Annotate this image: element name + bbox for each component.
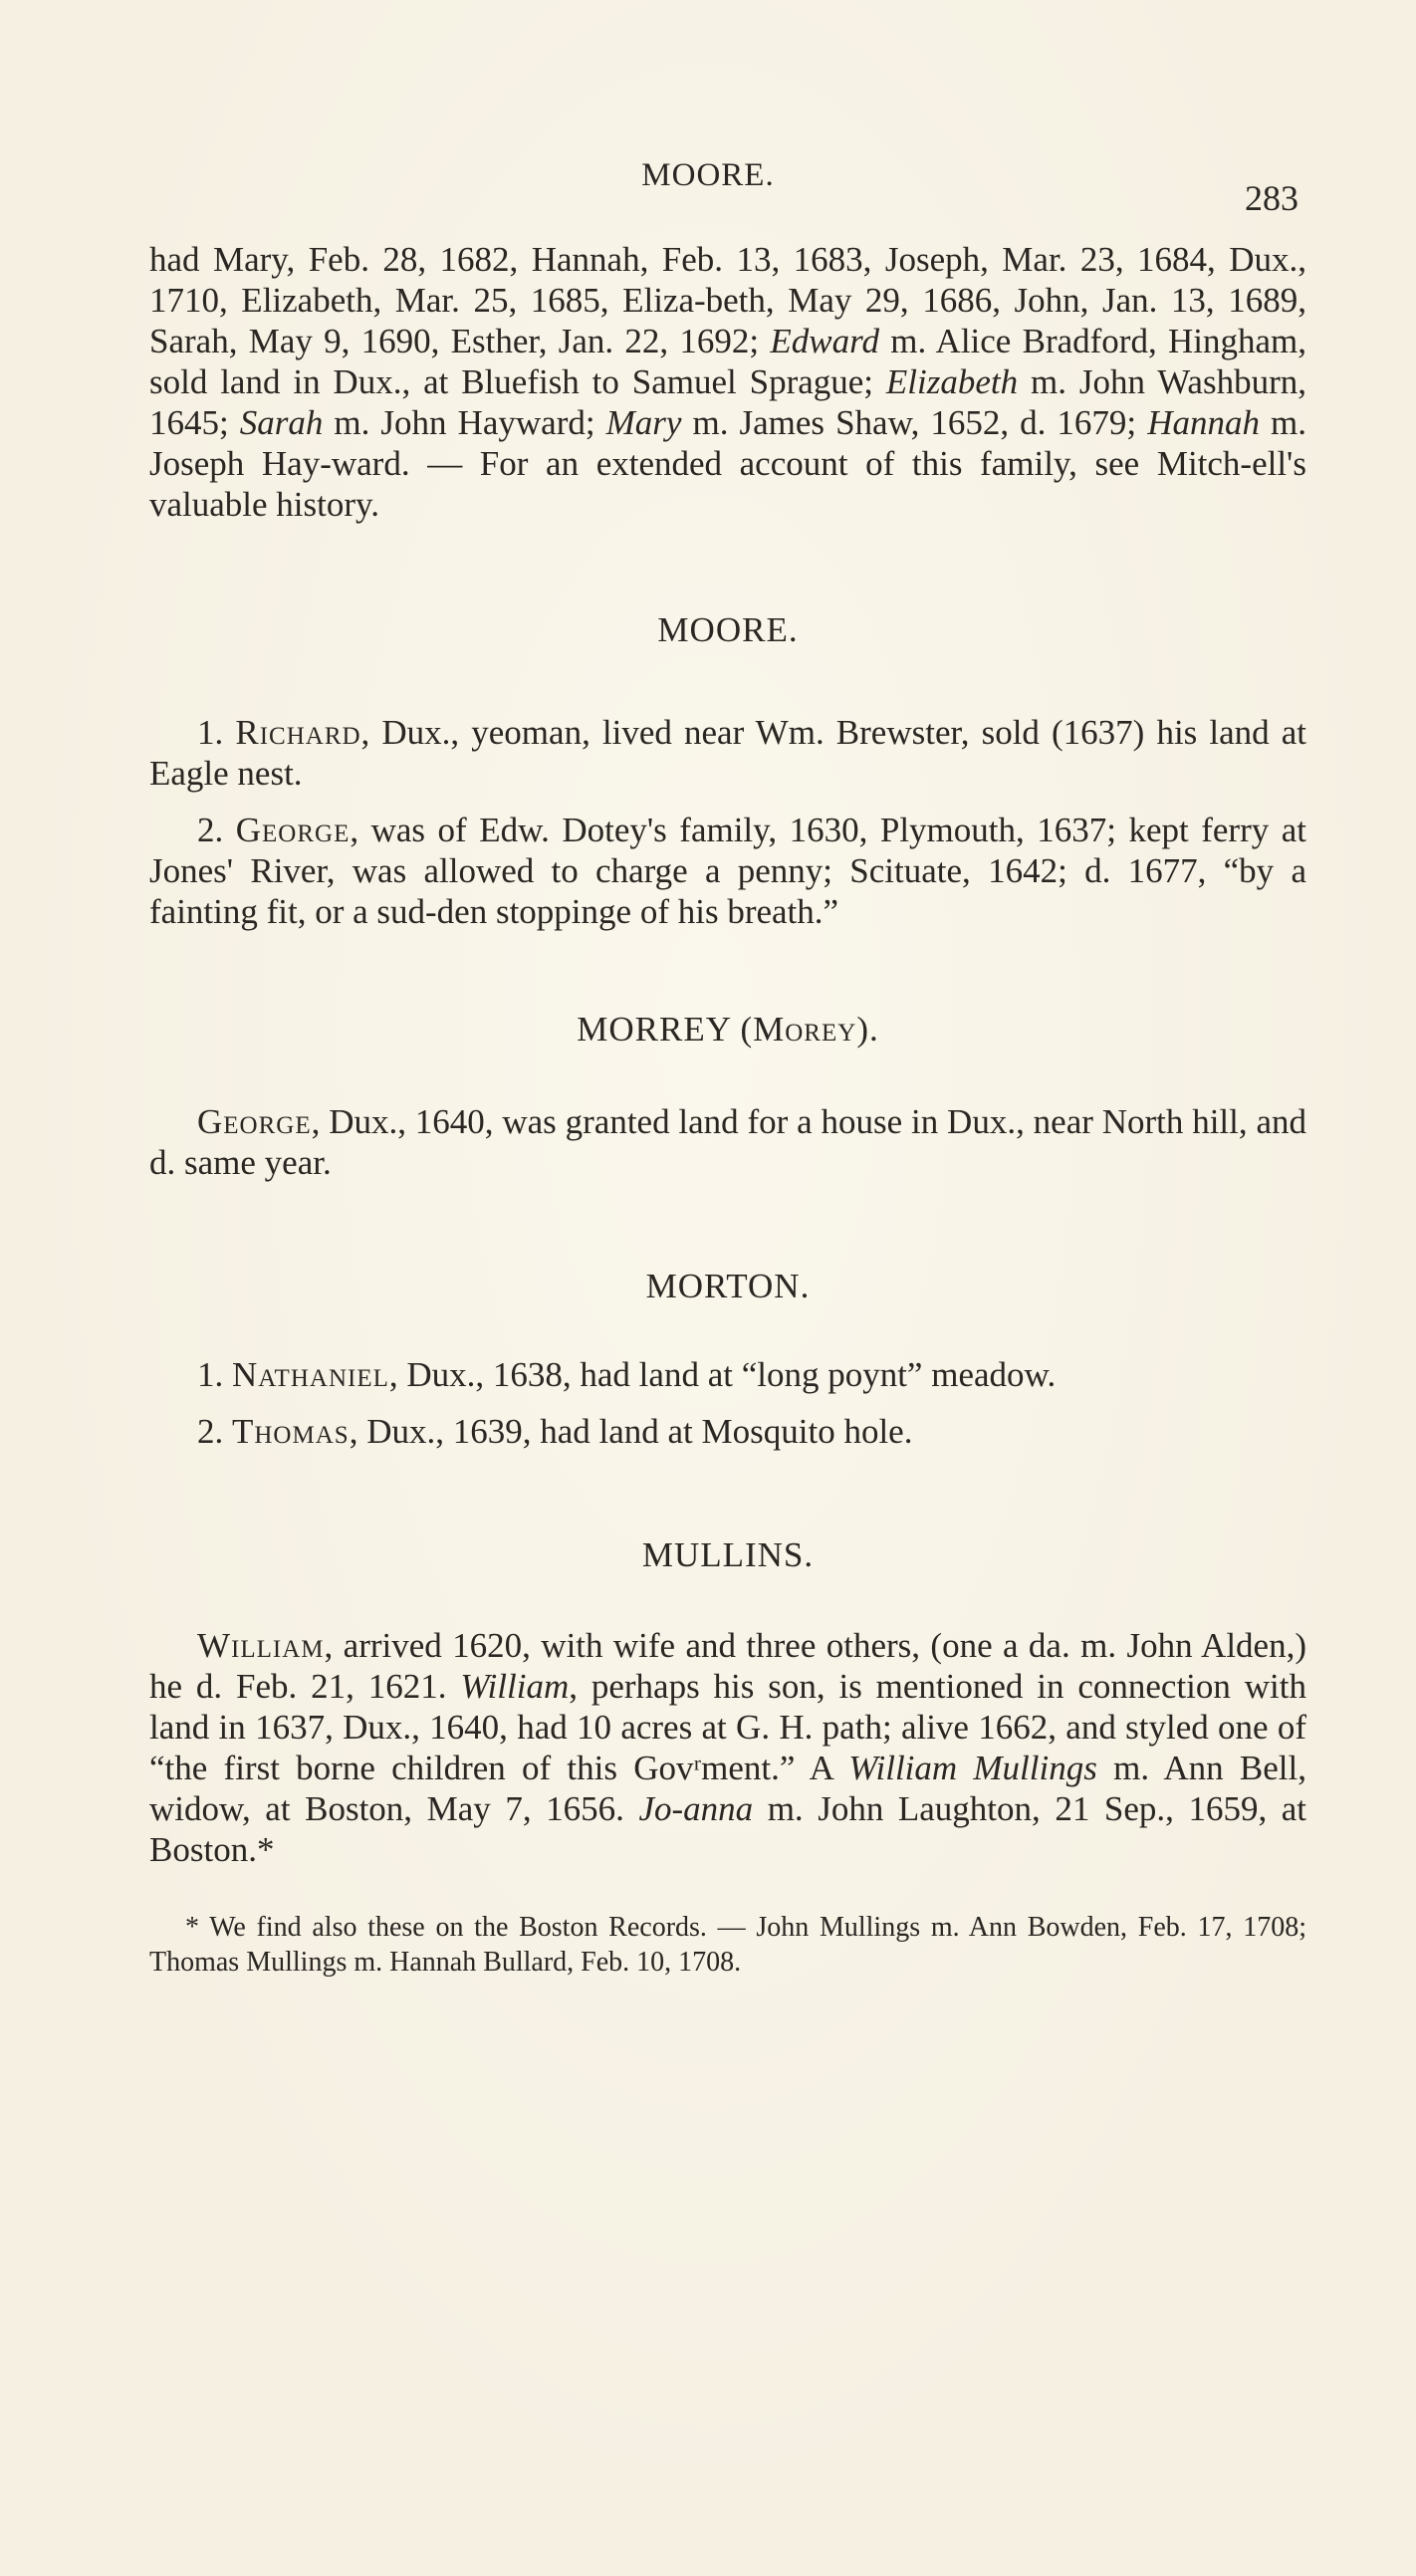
morton-entry-nathaniel (149, 1354, 1306, 1395)
section-heading-morton: MORTON. (645, 1267, 811, 1305)
entry-text: m. John Laughton, 21 Sep., 1659, at Boston.* (149, 1789, 1307, 1869)
section-heading-moore: MOORE. (657, 610, 799, 649)
name-joanna: Jo-anna (638, 1789, 754, 1828)
entry-number: 1. (197, 713, 236, 752)
continuation-text: m. John Hayward; (323, 403, 606, 442)
heading-close: ). (856, 1010, 879, 1049)
entry-text: , Dux., 1640, was granted land for a house in Dux., near North hill, and d. same year. (149, 1102, 1306, 1182)
name-mary: Mary (605, 403, 682, 442)
entry-name: George (235, 811, 351, 849)
entry-number: 2. (197, 1412, 232, 1451)
entry-name: Richard (235, 713, 361, 752)
name-elizabeth: Elizabeth (885, 362, 1019, 401)
entry-number: 1. (197, 1355, 232, 1394)
entry-name: George (197, 1102, 312, 1141)
text-column (149, 239, 1306, 1980)
entry-text: , was of Edw. Dotey's family, 1630, Plymouth, 1637; kept ferry at Jones' River, was allowed to charge a penny; Scituate, 1642; d. 1677, “by a fainting fit, or a sud-den stoppinge of his breath.” (149, 811, 1306, 931)
morrey-entry-george (149, 1101, 1306, 1183)
heading-main: MORREY ( (577, 1010, 754, 1049)
section-heading-mullins: MULLINS. (641, 1535, 815, 1574)
moore-entry-richard (149, 712, 1306, 794)
morton-entry-thomas (149, 1411, 1306, 1452)
entry-text: , arrived 1620, with wife and three others, (one a da. m. John Alden,) he d. Feb. 21, 1621. (149, 1626, 1306, 1706)
name-edward: Edward (770, 322, 879, 360)
continuation-text: m. James Shaw, 1652, d. 1679; (681, 403, 1148, 442)
entry-text: m. Ann Bell, widow, at Boston, May 7, 1656. (149, 1749, 1306, 1828)
name-william-mullings: William Mullings (848, 1749, 1097, 1787)
moore-entry-george (149, 810, 1306, 932)
entry-text: , perhaps his son, is mentioned in connection with land in 1637, Dux., 1640, had 10 acres at G. H. path; alive 1662, and styled one of “the first borne children of this Govʳment.” A (149, 1667, 1306, 1787)
continuation-text: m. Alice Bradford, Hingham, sold land in Dux., at Bluefish to Samuel Sprague; (149, 322, 1306, 401)
footnote: * We find also these on the Boston Records. — John Mullings m. Ann Bowden, Feb. 17, 1708; Thomas Mullings m. Hannah Bullard, Feb. 10, 1708. (149, 1912, 1306, 1978)
entry-name: Nathaniel (232, 1355, 389, 1394)
name-hannah: Hannah (1147, 403, 1260, 442)
entry-name: William (197, 1626, 325, 1665)
section-heading-morrey (149, 1010, 1306, 1050)
entry-number: 2. (197, 811, 236, 849)
running-head: MOORE. (641, 157, 775, 193)
mullins-entry-william (149, 1625, 1306, 1870)
continuation-paragraph (149, 239, 1306, 525)
continuation-text: m. Joseph Hay-ward. — For an extended account of this family, see Mitch-ell's valuable history. (149, 403, 1306, 524)
entry-text: , Dux., yeoman, lived near Wm. Brewster, sold (1637) his land at Eagle nest. (149, 713, 1307, 793)
name-sarah: Sarah (239, 403, 324, 442)
entry-name: Thomas (232, 1412, 350, 1451)
heading-alt: Morey (753, 1010, 857, 1049)
entry-text: , Dux., 1638, had land at “long poynt” meadow. (388, 1355, 1057, 1394)
page-number: 283 (1245, 178, 1298, 218)
continuation-text: had Mary, Feb. 28, 1682, Hannah, Feb. 13, 1683, Joseph, Mar. 23, 1684, Dux., 1710, Elizabeth, Mar. 25, 1685, Eliza-beth, May 29, 1686, John, Jan. 13, 1689, Sarah, May 9, 1690, Esther, Jan. 22, 1692; (149, 240, 1306, 360)
continuation-text: m. John Washburn, 1645; (149, 362, 1306, 442)
name-william: William (460, 1667, 570, 1706)
entry-text: , Dux., 1639, had land at Mosquito hole. (349, 1412, 913, 1451)
